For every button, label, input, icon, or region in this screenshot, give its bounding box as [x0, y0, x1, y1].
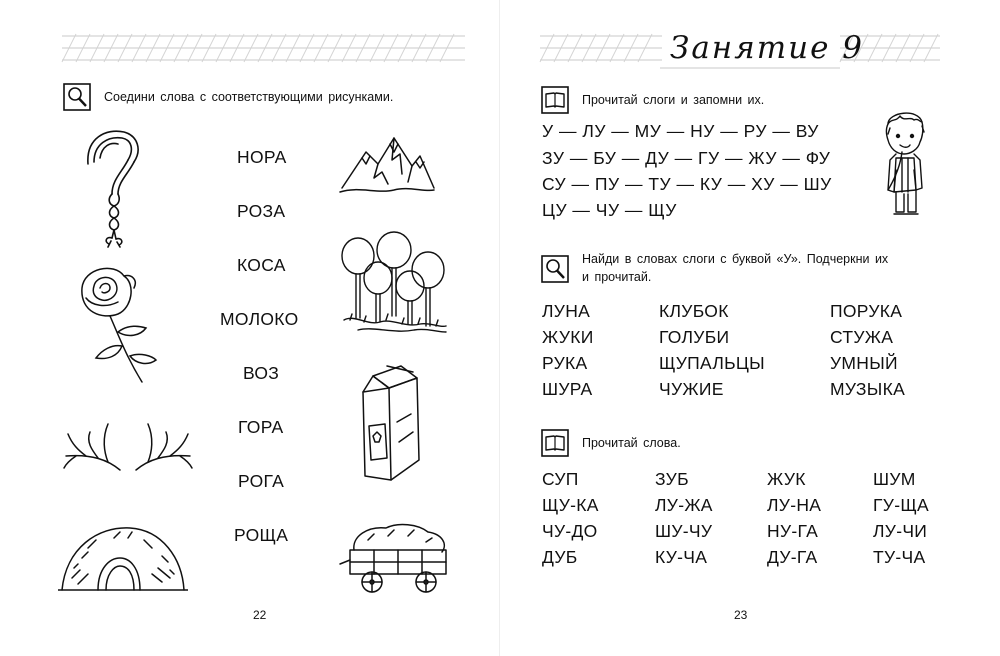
task2-instruction: Найди в словах слоги с буквой «У». Подчеркни их	[582, 252, 889, 266]
syllable-row: ЗУ — БУ — ДУ — ГУ — ЖУ — ФУ	[542, 148, 831, 168]
book-icon	[541, 429, 569, 457]
word-item: ГОРА	[238, 417, 284, 437]
word-item: ПОРУКА	[830, 301, 903, 321]
word-item: ЧУЖИЕ	[659, 379, 724, 399]
book-icon	[541, 86, 569, 114]
word-item: ЗУБ	[655, 469, 689, 489]
word-item: СУП	[542, 469, 579, 489]
magnifier-icon	[63, 83, 91, 111]
word-item: ТУ-ЧА	[873, 547, 926, 567]
braid-picture	[78, 124, 148, 248]
word-item: КОСА	[237, 255, 286, 275]
word-item: МУЗЫКА	[830, 379, 906, 399]
lesson-title: Занятие 9	[670, 30, 865, 66]
word-item: РОЩА	[234, 525, 289, 545]
magnifier-icon	[541, 255, 569, 283]
word-item: ЛУ-ЖА	[655, 495, 713, 515]
syllable-row: ЦУ — ЧУ — ЩУ	[542, 200, 677, 220]
word-item: ДУБ	[542, 547, 578, 567]
word-item: ЩУ-КА	[542, 495, 599, 515]
antlers-picture	[62, 414, 194, 474]
word-item: РОГА	[238, 471, 285, 491]
word-item: ГОЛУБИ	[659, 327, 730, 347]
syllable-row: СУ — ПУ — ТУ — КУ — ХУ — ШУ	[542, 174, 832, 194]
burrow-picture	[58, 518, 188, 594]
word-item: СТУЖА	[830, 327, 894, 347]
page-number: 23	[734, 608, 748, 622]
word-item: КУ-ЧА	[655, 547, 708, 567]
word-item: ШУ-ЧУ	[655, 521, 713, 541]
word-item: ЧУ-ДО	[542, 521, 598, 541]
rose-picture	[62, 262, 162, 386]
word-item: НУ-ГА	[767, 521, 819, 541]
milk-carton-picture	[357, 362, 427, 486]
word-item: ШУМ	[873, 469, 916, 489]
word-item: КЛУБОК	[659, 301, 729, 321]
hay-cart-picture	[338, 520, 454, 594]
syllable-row: У — ЛУ — МУ — НУ — РУ — ВУ	[542, 121, 819, 141]
mountains-picture	[338, 134, 436, 196]
task1-instruction: Прочитай слоги и запомни их.	[582, 93, 765, 107]
word-item: ЖУК	[767, 469, 806, 489]
grove-picture	[334, 230, 450, 336]
word-item: МОЛОКО	[220, 309, 299, 329]
writing-lines	[0, 0, 500, 70]
boy-picture	[878, 108, 934, 218]
word-item: ЛУ-ЧИ	[873, 521, 928, 541]
task3-instruction: Прочитай слова.	[582, 436, 681, 450]
word-item: ЩУПАЛЬЦЫ	[659, 353, 765, 373]
word-item: ЛУ-НА	[767, 495, 822, 515]
task-instruction: Соедини слова с соответствующими рисунками.	[104, 90, 394, 104]
word-item: ШУРА	[542, 379, 593, 399]
word-item: ЛУНА	[542, 301, 591, 321]
word-item: ВОЗ	[243, 363, 280, 383]
word-item: РОЗА	[237, 201, 286, 221]
word-item: ГУ-ЩА	[873, 495, 929, 515]
word-item: УМНЫЙ	[830, 353, 898, 373]
word-item: РУКА	[542, 353, 588, 373]
word-item: НОРА	[237, 147, 287, 167]
page-number: 22	[253, 608, 267, 622]
word-item: ДУ-ГА	[767, 547, 818, 567]
task2-instruction: и прочитай.	[582, 270, 652, 284]
word-item: ЖУКИ	[542, 327, 594, 347]
